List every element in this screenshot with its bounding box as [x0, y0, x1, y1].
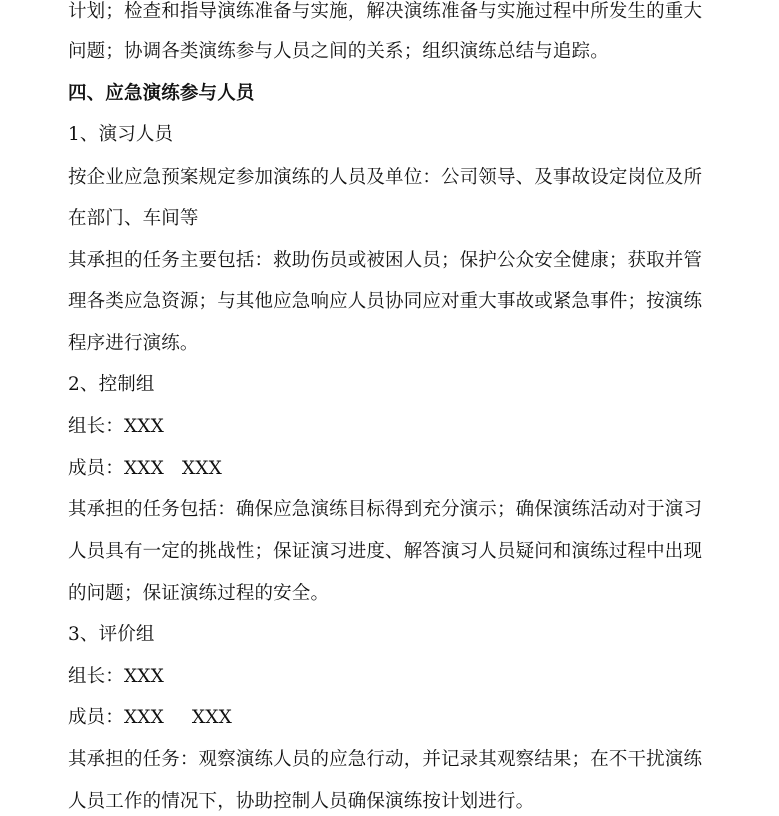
paragraph-line: 理各类应急资源；与其他应急响应人员协同应对重大事故或紧急事件；按演练: [68, 291, 703, 312]
section-heading: 四、应急演练参与人员: [68, 83, 255, 104]
paragraph-line: 问题；协调各类演练参与人员之间的关系；组织演练总结与追踪。: [68, 41, 609, 62]
paragraph-line: 计划；检查和指导演练准备与实施，解决演练准备与实施过程中所发生的重大: [68, 1, 703, 22]
paragraph-line: 其承担的任务主要包括：救助伤员或被困人员；保护公众安全健康；获取并管: [68, 250, 703, 271]
paragraph-line: 人员工作的情况下，协助控制人员确保演练按计划进行。: [68, 791, 535, 812]
members-label: 成员：XXX: [68, 458, 164, 479]
paragraph-line: 按企业应急预案规定参加演练的人员及单位：公司领导、及事故设定岗位及所: [68, 167, 703, 188]
members-line: [68, 457, 728, 481]
paragraph-line: 的问题；保证演练过程的安全。: [68, 583, 330, 604]
members-line: [68, 706, 728, 730]
paragraph-line: 人员具有一定的挑战性；保证演习进度、解答演习人员疑问和演练过程中出现: [68, 541, 703, 562]
member-name: XXX: [191, 707, 232, 728]
members-label: 成员：XXX: [68, 707, 164, 728]
paragraph-line: 其承担的任务：观察演练人员的应急行动，并记录其观察结果；在不干扰演练: [68, 749, 703, 770]
subsection-heading: 3、评价组: [68, 624, 155, 645]
subsection-heading: 1、演习人员: [68, 124, 174, 145]
paragraph-line: 在部门、车间等: [68, 208, 199, 229]
subsection-heading: 2、控制组: [68, 374, 155, 395]
paragraph-line: 其承担的任务包括：确保应急演练目标得到充分演示；确保演练活动对于演习: [68, 499, 703, 520]
leader-line: 组长：XXX: [68, 416, 164, 437]
member-name: XXX: [181, 458, 222, 479]
leader-line: 组长：XXX: [68, 666, 164, 687]
paragraph-line: 程序进行演练。: [68, 333, 199, 354]
